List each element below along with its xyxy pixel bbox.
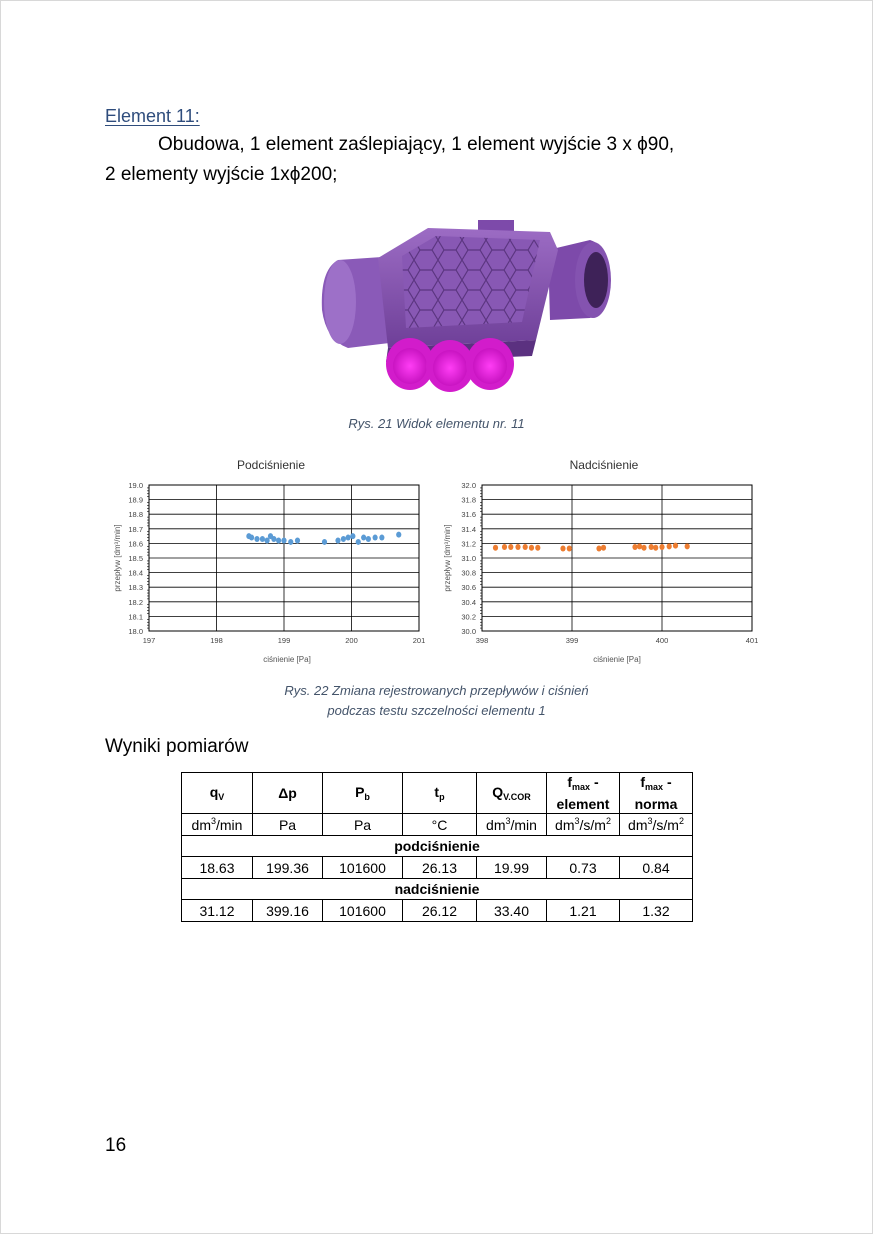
data-point	[567, 546, 572, 552]
data-point	[523, 544, 528, 550]
data-point	[502, 544, 507, 550]
description-line-2: 2 elementy wyjście 1xϕ200;	[105, 164, 338, 185]
x-tick-label: 197	[142, 636, 156, 645]
y-tick-label: 18.7	[128, 524, 143, 534]
results-title: Wyniki pomiarów	[105, 736, 249, 757]
y-axis-label: przepływ [dm³/min]	[113, 524, 122, 592]
unit-dp: Pa	[253, 814, 323, 836]
data-point	[361, 535, 366, 541]
data-point	[295, 537, 300, 543]
unit-fmax-norma: $dm^3/s/m^2$	[620, 814, 693, 836]
cell-qv: 31.12	[182, 900, 253, 922]
y-tick-label: 31.6	[461, 510, 476, 520]
data-point	[659, 544, 664, 550]
x-axis-label: ciśnienie [Pa]	[263, 655, 311, 664]
data-point	[649, 544, 654, 550]
table-row	[182, 900, 693, 922]
cell-qvcor: 33.40	[477, 900, 547, 922]
data-point	[335, 537, 340, 543]
data-point	[601, 545, 606, 551]
x-tick-label: 201	[412, 636, 426, 645]
y-tick-label: 18.6	[128, 539, 143, 549]
header-dp: Δp	[253, 773, 323, 814]
header-qvcor: $Q_{V.COR}$	[477, 773, 547, 814]
y-tick-label: 18.3	[128, 583, 143, 593]
section-label: nadciśnienie	[182, 879, 693, 900]
cell-qvcor: 19.99	[477, 857, 547, 879]
data-point	[653, 545, 658, 551]
y-tick-label: 18.4	[128, 568, 143, 578]
data-point	[350, 533, 355, 539]
data-point	[373, 535, 378, 541]
data-point	[322, 539, 327, 545]
x-tick-label: 198	[210, 636, 223, 645]
data-point	[641, 545, 646, 551]
cell-qv: 18.63	[182, 857, 253, 879]
x-tick-label: 199	[277, 636, 291, 645]
data-point	[596, 546, 601, 552]
results-table	[181, 772, 693, 922]
y-tick-label: 32.0	[461, 481, 476, 490]
cell-fmax-norma: 0.84	[620, 857, 693, 879]
data-point	[667, 543, 672, 549]
data-point	[281, 537, 286, 543]
element-11-image	[318, 210, 614, 402]
section-row-nadcisnienie	[182, 879, 693, 900]
y-axis-label: przepływ [dm³/min]	[443, 524, 452, 592]
cell-pb: 101600	[323, 900, 403, 922]
data-point	[288, 539, 293, 545]
data-point	[346, 535, 351, 541]
y-tick-label: 30.0	[461, 627, 476, 636]
unit-qvcor: $dm^3/\min$	[477, 814, 547, 836]
data-point	[379, 535, 384, 541]
x-tick-label: 400	[655, 636, 669, 645]
y-tick-label: 18.0	[128, 627, 143, 636]
unit-fmax-element: $dm^3/s/m^2$	[547, 814, 620, 836]
y-tick-label: 19.0	[128, 481, 143, 490]
y-tick-label: 30.6	[461, 583, 476, 593]
data-point	[508, 544, 513, 550]
data-point	[560, 546, 565, 552]
x-tick-label: 398	[475, 636, 489, 645]
cell-fmax-norma: 1.32	[620, 900, 693, 922]
cell-dp: 199.36	[253, 857, 323, 879]
cell-fmax-element: 0.73	[547, 857, 620, 879]
data-point	[529, 545, 534, 551]
figure-22-caption-line-1: Rys. 22 Zmiana rejestrowanych przepływów i ciśnień	[284, 683, 589, 698]
x-tick-label: 401	[745, 636, 759, 645]
header-pb: $P_b$	[323, 773, 403, 814]
unit-qv: $dm^3/\min$	[182, 814, 253, 836]
data-point	[276, 537, 281, 543]
data-point	[637, 543, 642, 549]
header-fmax-element: $f_{max}$ - element	[547, 773, 620, 814]
y-tick-label: 18.8	[128, 510, 143, 520]
chart-nadcisnienie	[440, 455, 770, 670]
data-point	[366, 536, 371, 542]
data-point	[632, 544, 637, 550]
data-point	[260, 536, 265, 542]
section-label: podciśnienie	[182, 836, 693, 857]
data-point	[249, 535, 254, 541]
y-tick-label: 31.0	[461, 554, 476, 563]
y-tick-label: 31.8	[461, 495, 476, 505]
description-line-1: Obudowa, 1 element zaślepiający, 1 element wyjście 3 x ϕ90,	[158, 134, 675, 155]
y-tick-label: 30.4	[461, 597, 476, 607]
data-point	[341, 536, 346, 542]
y-tick-label: 18.9	[128, 495, 143, 505]
data-point	[356, 539, 361, 545]
y-tick-label: 18.1	[128, 612, 143, 622]
header-fmax-norma: $f_{max}$ - norma	[620, 773, 693, 814]
data-point	[493, 545, 498, 551]
page-number: 16	[105, 1135, 127, 1156]
x-tick-label: 200	[345, 636, 358, 645]
y-tick-label: 18.2	[128, 597, 143, 607]
chart-title: Nadciśnienie	[569, 458, 639, 472]
cell-fmax-element: 1.21	[547, 900, 620, 922]
cell-tp: 26.12	[403, 900, 477, 922]
unit-tp: °C	[403, 814, 477, 836]
y-tick-label: 30.8	[461, 568, 476, 578]
x-axis-label: ciśnienie [Pa]	[593, 655, 641, 664]
figure-22-caption-line-2: podczas testu szczelności elementu 1	[327, 703, 546, 718]
chart-title: Podciśnienie	[236, 458, 306, 472]
unit-pb: Pa	[323, 814, 403, 836]
table-row	[182, 857, 693, 879]
data-point	[535, 545, 540, 551]
data-point	[515, 544, 520, 550]
table-header-row	[182, 773, 693, 814]
section-row-podcisnienie	[182, 836, 693, 857]
data-point	[254, 536, 259, 542]
x-tick-label: 399	[565, 636, 579, 645]
chart-podcisnienie	[105, 455, 435, 670]
data-point	[271, 536, 276, 542]
data-point	[673, 543, 678, 549]
y-tick-label: 31.2	[461, 539, 476, 549]
y-tick-label: 18.5	[128, 554, 143, 563]
table-units-row	[182, 814, 693, 836]
figure-21-caption: Rys. 21 Widok elementu nr. 11	[348, 416, 525, 431]
cell-tp: 26.13	[403, 857, 477, 879]
data-point	[396, 532, 401, 538]
data-point	[685, 543, 690, 549]
cell-pb: 101600	[323, 857, 403, 879]
header-tp: $t_p$	[403, 773, 477, 814]
cell-dp: 399.16	[253, 900, 323, 922]
element-heading: Element 11:	[105, 106, 200, 126]
header-qv: $q_V$	[182, 773, 253, 814]
y-tick-label: 30.2	[461, 612, 476, 622]
y-tick-label: 31.4	[461, 524, 476, 534]
